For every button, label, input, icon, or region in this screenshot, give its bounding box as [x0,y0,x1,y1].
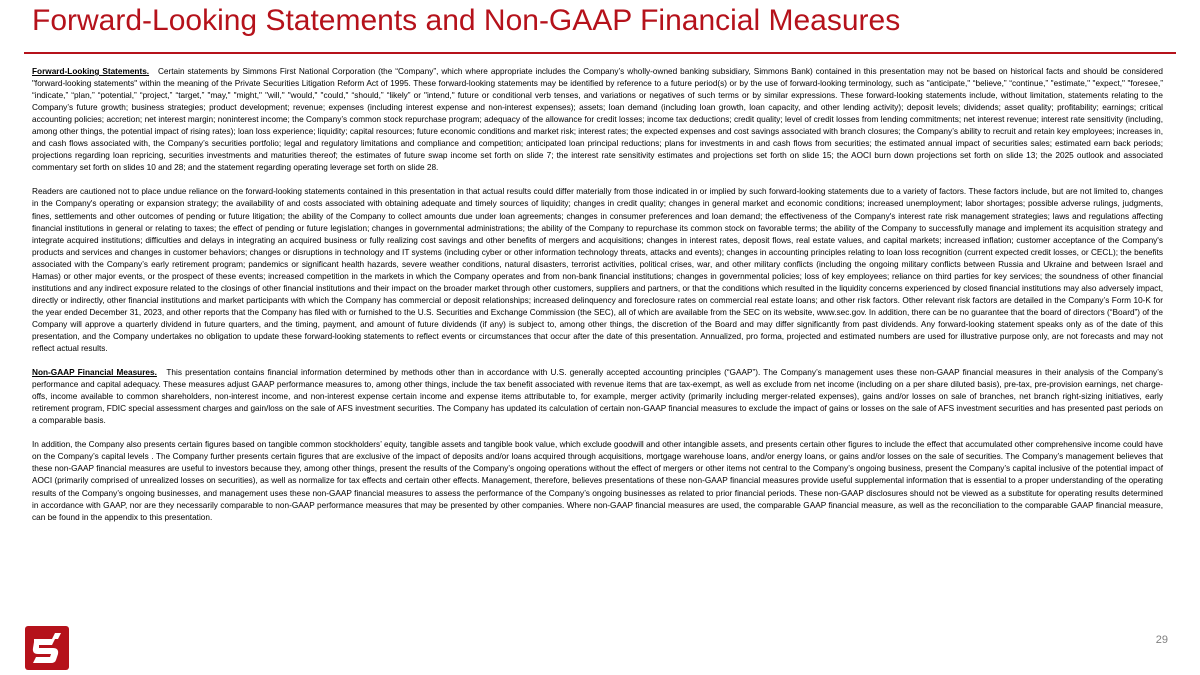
simmons-bank-logo-icon [25,626,69,670]
forward-looking-heading: Forward-Looking Statements. [32,67,150,76]
non-gaap-text: This presentation contains financial information determined by methods other than in accordance with U.S. generally accepted accounting principles (“GAAP”). The Company’s management uses these non-GAAP financial measures in their analysis of the Company’s performance and capital adequacy. These measures adjust GAAP performance measures to, among other things, include the tax benefit associated with revenue items that are tax-exempt, as well as exclude from net income (including on a per share diluted basis), pre-tax, pre-provision earnings, net charge-offs, income available to common shareholders, non-interest income, and non-interest expense certain income and expense items attributable to, for example, merger activity (primarily including merger-related expenses), gains and/or losses on sale of branches, net branch right-sizing initiatives, early retirement program, FDIC special assessment charges and gain/loss on the sale of AFS investment securities. The Company has updated its calculation of certain non-GAAP financial measures to exclude the impact of gains or losses on the sale of AFS investment securities and has presented past periods on a comparable basis. [32,368,1163,426]
forward-looking-paragraph [32,66,1163,174]
forward-looking-text: Certain statements by Simmons First National Corporation (the “Company”, which where appropriate includes the Company’s wholly-owned banking subsidiary, Simmons Bank) contained in this presentation may not be based on historical facts and should be considered "forward-looking statements" within the meaning of the Private Securities Litigation Reform Act of 1995. These forward-looking statements may be identified by reference to a future period(s) or by the use of forward-looking terminology, such as "anticipate," “believe,” “continue,” "estimate," "expect," "foresee,” “indicate,” “plan,” “potential,” “project,” “target,” "may," "might," "will," "would," "could," “should,” “likely” or "intend," future or conditional verb tenses, and variations or negatives of such terms or by similar expressions. These forward-looking statements include, without limitation, statements relating to the Company’s future growth; business strategies; product development; revenue; expenses (including interest expense and non-interest expenses); assets; loan demand (including loan growth, loan capacity, and other lending activity); deposit levels; dividends; asset quality; profitability; earnings; critical accounting policies; accretion; net interest margin; noninterest income; the Company’s common stock repurchase program; adequacy of the allowance for credit losses; income tax deductions; credit quality; level of credit losses from lending commitments; net interest revenue; interest rate sensitivity (including, among other things, the potential impact of rising rates); loan loss experience; liquidity; capital resources; future economic conditions and market risk; interest rates; the expected expenses and cost savings associated with branch closures; the Company’s ability to recruit and retain key employees; increases in, and cash flows associated with, the Company’s securities portfolio; legal and regulatory limitations and compliance and competition; anticipated loan principal reductions; plans for investments in and cash flows from securities; the estimated annual impact of securities sales; estimated earn back periods; projections regarding loan repricing, securities investments and maturities thereof; the estimates of future swap income set forth on slide 7; the interest rate sensitivity estimates and projections set forth on slide 15; the AOCI burn down projections set forth on slide 13; the 2025 outlook and associated commentary set forth on slides 10 and 28; and the statement regarding operating leverage set forth on slide 28. [32,67,1163,173]
title-divider [24,52,1176,54]
page-number: 29 [1155,634,1168,646]
tangible-measures-text: In addition, the Company also presents certain figures based on tangible common stockholders’ equity, tangible assets and tangible book value, which exclude goodwill and other intangible assets, and presents certain other figures to include the effect that accumulated other comprehensive income could have on the Company’s capital levels . The Company further presents certain figures that are exclusive of the impact of deposits and/or loans acquired through acquisitions, mortgage warehouse loans, and/or energy loans, or gains and/or losses on the sale of securities. The Company’s management believes that these non-GAAP financial measures are useful to investors because they, among other things, present the results of the Company’s ongoing operations without the effect of mergers or other items not central to the Company’s ongoing business, present the Company’s capital inclusive of the potential impact of AOCI (primarily comprised of unrealized losses on securities), as well as normalize for tax effects and certain other effects. Management, therefore, believes presentations of these non-GAAP financial measures provide useful supplemental information that is essential to a proper understanding of the operating results of the Company’s ongoing businesses, and management uses these non-GAAP financial measures to assess the performance of the Company’s ongoing businesses as related to prior financial periods. These non-GAAP disclosures should not be viewed as a substitute for operating results determined in accordance with GAAP, nor are they necessarily comparable to non-GAAP performance measures that may be presented by other companies. Where non-GAAP financial measures are used, the comparable GAAP financial measure, as well as the reconciliation to the comparable GAAP financial measure, can be found in the appendix to this presentation. [32,440,1163,522]
non-gaap-paragraph [32,367,1163,427]
tangible-measures-paragraph [32,439,1163,523]
page-title: Forward-Looking Statements and Non-GAAP Financial Measures [32,4,901,37]
non-gaap-heading: Non-GAAP Financial Measures. [32,368,157,378]
disclaimer-body [32,66,1163,536]
risk-factors-text: Readers are cautioned not to place undue reliance on the forward-looking statements contained in this presentation in that actual results could differ materially from those indicated in or implied by such forward-looking statements due to a variety of factors. These factors include, but are not limited to, changes in the Company's operating or expansion strategy; the availability of and costs associated with obtaining adequate and timely sources of liquidity; changes in credit quality; changes in general market and economic conditions; increased unemployment; labor shortages; possible adverse rulings, judgments, fines, settlements and other outcomes of pending or future litigation; the ability of the Company to collect amounts due under loan agreements; changes in consumer preferences and loan demand; the effectiveness of the Company's interest rate risk management strategies; laws and regulations affecting financial institutions in general or relating to taxes; the effect of pending or future legislation; changes in governmental administrations; the ability of the Company to repurchase its common stock on favorable terms; the ability of the Company to successfully manage and implement its acquisition strategy and integrate acquired institutions; difficulties and delays in integrating an acquired business or fully realizing cost savings and other benefits of mergers and acquisitions; changes in interest rates, deposit flows, real estate values, and capital markets; increased inflation; customer acceptance of the Company's products and services and changes in customer behaviors; changes or disruptions in technology and IT systems (including cyber or other information technology threats, attacks and events); changes in accounting principles relating to loan loss recognition (current expected credit losses, or CECL); the benefits associated with the Company’s early retirement program; pandemics or significant health hazards, severe weather conditions, natural disasters, terrorist activities, political crises, war, and other military conflicts (including the ongoing military conflicts between Russia and Ukraine and between Israel and Hamas) or other major events, or the prospect of these events; increased competition in the markets in which the Company operates and from non-bank financial institutions; changes in governmental policies; loss of key employees; reliance on third parties for key services; the soundness of other financial institutions and any indirect exposure related to the closings of other financial institutions and their impact on the broader market through other customers, suppliers and partners, or that the conditions which resulted in the liquidity concerns experienced by closed financial institutions may also adversely impact, directly or indirectly, other financial institutions and market participants with which the Company has commercial or deposit relationships; increased delinquency and foreclosure rates on commercial real estate loans; and other risk factors. Other relevant risk factors are detailed in the Company’s Form 10-K for the year ended December 31, 2023, and other reports that the Company has filed with or furnished to the U.S. Securities and Exchange Commission (the SEC), all of which are available from the SEC on its website, www.sec.gov. In addition, there can be no guarantee that the board of directors (“Board”) of the Company will approve a quarterly dividend in future quarters, and the timing, payment, and amount of future dividends (if any) is subject to, among other things, the discretion of the Board and may differ significantly from past dividends. Any forward-looking statement speaks only as of the date of this presentation, and the Company undertakes no obligation to update these forward-looking statements to reflect events or circumstances that occur after the date of this presentation. Annualized, pro forma, projected and estimated numbers are used for illustrative purpose only, are not forecasts and may not reflect actual results. [32,187,1163,354]
risk-factors-paragraph [32,186,1163,355]
